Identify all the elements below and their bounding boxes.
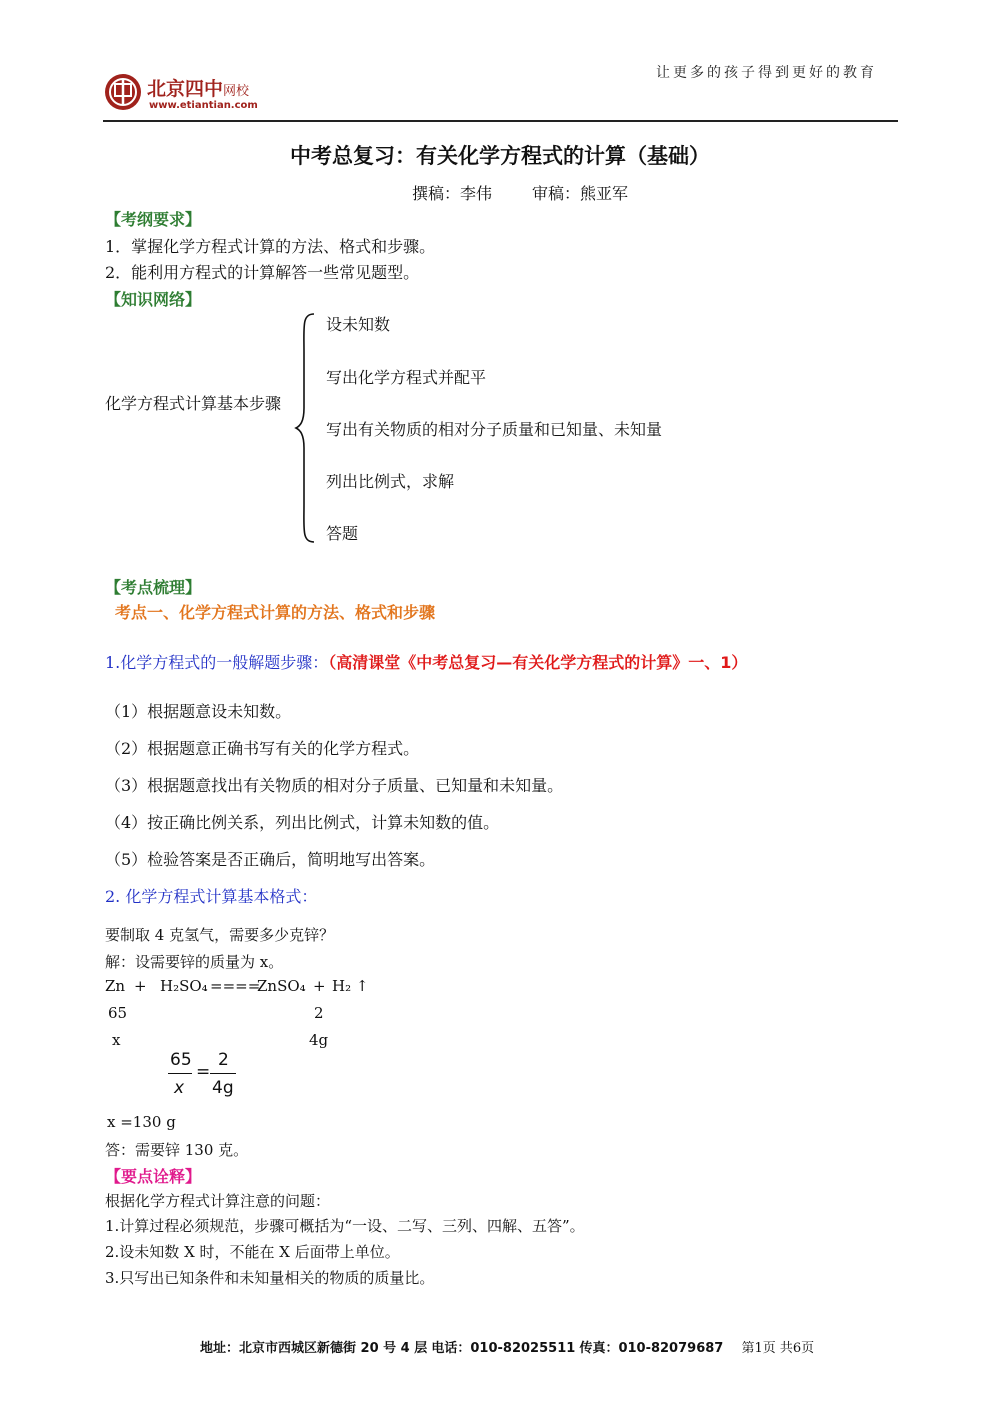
frac-equals: = bbox=[196, 1062, 211, 1082]
note-1: 1.计算过程必须规范，步骤可概括为“一设、二写、三列、四解、五答”。 bbox=[105, 1217, 585, 1235]
section-heading-network: 【知识网络】 bbox=[105, 290, 202, 309]
frac-bar-2 bbox=[210, 1073, 236, 1074]
step-1: （1）根据题意设未知数。 bbox=[105, 702, 292, 721]
network-branch-4: 列出比例式，求解 bbox=[326, 472, 455, 491]
mass-zn: 65 bbox=[108, 1004, 128, 1022]
eq-znso4: ZnSO₄ bbox=[257, 977, 306, 995]
step-2: （2）根据题意正确书写有关的化学方程式。 bbox=[105, 739, 420, 758]
proportion-formula bbox=[168, 1050, 240, 1104]
steps-heading bbox=[105, 650, 747, 673]
unknown-x: x bbox=[112, 1031, 121, 1049]
format-heading: 2. 化学方程式计算基本格式： bbox=[105, 887, 318, 906]
footer-page-number: 第1页 共6页 bbox=[741, 1341, 815, 1356]
outline-item-2: 2．能利用方程式的计算解答一些常见题型。 bbox=[105, 263, 420, 282]
brace-icon bbox=[294, 312, 316, 544]
eq-arrow: ==== bbox=[210, 977, 261, 995]
footer-phone: 电话：010-82025511 bbox=[431, 1341, 576, 1356]
frac-numerator-2: 2 bbox=[218, 1050, 229, 1070]
example-result: x =130 g bbox=[107, 1113, 176, 1131]
page-footer bbox=[200, 1337, 814, 1356]
eq-plus-2: + bbox=[313, 977, 326, 995]
eq-zn: Zn bbox=[105, 977, 126, 995]
frac-denominator-1: x bbox=[174, 1078, 185, 1098]
steps-label: 1.化学方程式的一般解题步骤： bbox=[105, 653, 329, 672]
logo-brand: 北京四中网校 bbox=[147, 78, 250, 100]
logo-emblem-icon bbox=[103, 72, 143, 112]
point-1-heading: 考点一、化学方程式计算的方法、格式和步骤 bbox=[115, 603, 436, 622]
known-mass: 4g bbox=[309, 1031, 329, 1049]
mass-h2: 2 bbox=[314, 1004, 324, 1022]
step-4: （4）按正确比例关系，列出比例式，计算未知数的值。 bbox=[105, 813, 500, 832]
school-logo bbox=[103, 72, 278, 120]
network-branch-3: 写出有关物质的相对分子质量和已知量、未知量 bbox=[326, 420, 663, 439]
network-root: 化学方程式计算基本步骤 bbox=[105, 394, 282, 413]
frac-denominator-2: 4g bbox=[212, 1078, 234, 1098]
eq-h2: H₂ ↑ bbox=[332, 977, 369, 995]
footer-address: 地址：北京市西城区新德街 20 号 4 层 bbox=[200, 1341, 428, 1356]
note-3: 3.只写出已知条件和未知量相关的物质的质量比。 bbox=[105, 1269, 435, 1287]
example-answer: 答：需要锌 130 克。 bbox=[105, 1141, 249, 1159]
note-2: 2.设未知数 X 时，不能在 X 后面带上单位。 bbox=[105, 1243, 400, 1261]
network-branch-2: 写出化学方程式并配平 bbox=[326, 368, 487, 387]
frac-bar-1 bbox=[168, 1073, 192, 1074]
section-heading-notes: 【要点诠释】 bbox=[105, 1167, 202, 1186]
eq-h2so4: H₂SO₄ bbox=[160, 977, 208, 995]
eq-plus-1: + bbox=[134, 977, 147, 995]
steps-reference: （高清课堂《中考总复习—有关化学方程式的计算》一、1） bbox=[328, 653, 748, 672]
page-title: 中考总复习：有关化学方程式的计算（基础） bbox=[290, 144, 710, 168]
network-branch-5: 答题 bbox=[326, 524, 359, 543]
reviewer: 审稿：熊亚军 bbox=[532, 184, 629, 203]
logo-url: www.etiantian.com bbox=[149, 100, 258, 111]
frac-numerator-1: 65 bbox=[170, 1050, 192, 1070]
step-3: （3）根据题意找出有关物质的相对分子质量、已知量和未知量。 bbox=[105, 776, 564, 795]
header-slogan: 让更多的孩子得到更好的教育 bbox=[656, 65, 877, 81]
footer-fax: 传真：010-82079687 bbox=[579, 1341, 724, 1356]
header-divider bbox=[103, 120, 898, 122]
notes-intro: 根据化学方程式计算注意的问题： bbox=[105, 1192, 331, 1210]
network-branch-1: 设未知数 bbox=[326, 315, 391, 334]
writer: 撰稿：李伟 bbox=[412, 184, 493, 203]
step-5: （5）检验答案是否正确后，简明地写出答案。 bbox=[105, 850, 436, 869]
section-heading-outline: 【考纲要求】 bbox=[105, 210, 202, 229]
section-heading-points: 【考点梳理】 bbox=[105, 578, 202, 597]
outline-item-1: 1．掌握化学方程式计算的方法、格式和步骤。 bbox=[105, 237, 436, 256]
authors bbox=[412, 181, 628, 204]
example-question: 要制取 4 克氢气，需要多少克锌？ bbox=[105, 926, 335, 944]
example-solution: 解：设需要锌的质量为 x。 bbox=[105, 953, 284, 971]
